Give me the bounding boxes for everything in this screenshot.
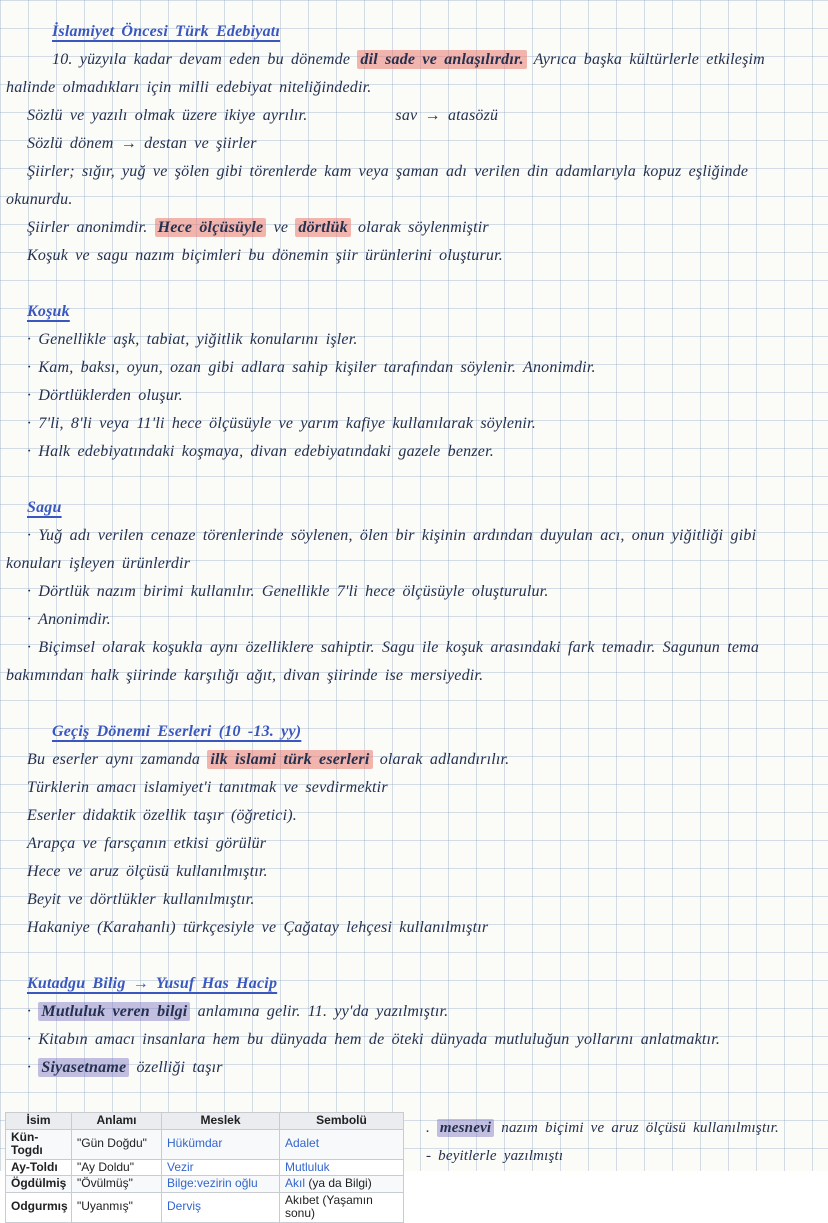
highlight-purple: Mutluluk veren bilgi [38, 1002, 190, 1021]
note-line [0, 886, 828, 914]
bottom-area [0, 1110, 828, 1223]
text-segment: · 7'li, 8'li veya 11'li hece ölçüsüyle ve yarım kafiye kullanılarak söylenir. [27, 415, 536, 432]
text-segment: "Uyanmış" [77, 1199, 133, 1214]
text-segment: Şiirler anonimdir. [27, 219, 155, 236]
table-cell [280, 1129, 404, 1159]
text-segment: Akıbet (Yaşamın sonu) [285, 1192, 373, 1220]
table-cell [162, 1129, 280, 1159]
table-row [6, 1192, 404, 1222]
text-segment: "Övülmüş" [77, 1176, 133, 1190]
table-cell [280, 1192, 404, 1222]
table-body [6, 1129, 404, 1222]
link-text: Mutluluk [285, 1159, 330, 1174]
text-segment: · [27, 1059, 39, 1076]
note-line [420, 1114, 779, 1142]
text-segment: · Genellikle aşk, tabiat, yiğitlik konularını işler. [27, 331, 358, 348]
link-text: Bilge:vezirin oğlu [167, 1176, 258, 1190]
text-segment: Türklerin amacı islamiyet'i tanıtmak ve sevdirmektir [27, 779, 388, 796]
text-segment: ve [266, 219, 296, 236]
table-cell [72, 1176, 162, 1193]
note-line [0, 354, 828, 382]
heading-text: Geçiş Dönemi Eserleri (10 -13. yy) [52, 723, 302, 740]
text-segment: Arapça ve farsçanın etkisi görülür [27, 835, 267, 852]
note-line [0, 914, 828, 942]
table-cell [6, 1176, 72, 1193]
heading-text: Koşuk [27, 303, 70, 320]
link-text: Derviş [167, 1199, 202, 1214]
table-cell [162, 1159, 280, 1176]
text-segment: Ayrıca başka kültürlerle etkileşim [526, 51, 765, 68]
text-segment: nazım biçimi ve aruz ölçüsü kullanılmıştır. [494, 1120, 780, 1136]
heading-kosuk [0, 298, 828, 326]
table-cell [72, 1129, 162, 1159]
table-cell [162, 1192, 280, 1222]
text-segment: Odgurmış [11, 1199, 68, 1214]
text-segment: halinde olmadıkları için milli edebiyat niteliğindedir. [6, 79, 372, 96]
note-line [0, 774, 828, 802]
note-line [0, 74, 828, 102]
table-head [6, 1113, 404, 1130]
text-segment: Sözlü dönem → destan ve şiirler [27, 135, 257, 152]
text-segment: "Ay Doldu" [77, 1159, 134, 1174]
heading-text: Kutadgu Bilig → Yusuf Has Hacip [27, 975, 278, 992]
table-row [6, 1176, 404, 1193]
text-segment: · Biçimsel olarak koşukla aynı özelliklere sahiptir. Sagu ile koşuk arasındaki fark temadır. Sagunun tema [27, 639, 760, 656]
highlight-purple: Siyasetname [38, 1058, 129, 1077]
text-segment: Sözlü ve yazılı olmak üzere ikiye ayrılır. [27, 107, 308, 124]
note-line [0, 242, 828, 270]
kutadgu-bilig-table [5, 1112, 404, 1223]
text-segment: Hakaniye (Karahanlı) türkçesiyle ve Çağatay lehçesi kullanılmıştır [27, 919, 489, 936]
text-segment: · Halk edebiyatındaki koşmaya, divan edebiyatındaki gazele benzer. [27, 443, 494, 460]
note-line [0, 1026, 828, 1054]
note-line [420, 1142, 779, 1170]
table-cell [72, 1159, 162, 1176]
note-line [0, 186, 828, 214]
link-text: Adalet [285, 1136, 320, 1151]
text-segment: · Dörtlüklerden oluşur. [27, 387, 183, 404]
section-kutadgu-bilig [0, 970, 828, 1082]
text-segment: . [426, 1120, 437, 1136]
text-segment: Kün-Togdı [11, 1129, 43, 1157]
heading-sagu [0, 494, 828, 522]
table-header-cell: Sembolü [280, 1113, 404, 1130]
highlight-red: ilk islami türk eserleri [207, 750, 372, 769]
text-segment: konuları işleyen ürünlerdir [6, 555, 191, 572]
table-cell [280, 1159, 404, 1176]
note-line [0, 634, 828, 662]
note-line [0, 1054, 828, 1082]
text-segment: Bu eserler aynı zamanda [27, 751, 208, 768]
table-row [6, 1129, 404, 1159]
text-segment: · Kam, baksı, oyun, ozan gibi adlara sahip kişiler tarafından söylenir. Anonimdir. [27, 359, 596, 376]
link-text: Hükümdar [167, 1136, 223, 1151]
table-header-cell: Meslek [162, 1113, 280, 1130]
note-line [0, 550, 828, 578]
note-line [0, 46, 828, 74]
note-line [0, 662, 828, 690]
note-line [0, 998, 828, 1026]
note-line [0, 102, 828, 130]
heading-islamiyet-oncesi [0, 18, 828, 46]
text-segment: Şiirler; sığır, yuğ ve şölen gibi törenlerde kam veya şaman adı verilen din adamlarıyla kopuz eşliğinde [27, 163, 749, 180]
section-gecis-donemi [0, 718, 828, 942]
text-segment: · Yuğ adı verilen cenaze törenlerinde söylenen, ölen bir kişinin ardından duyulan acı, onun yiğitliği gibi [27, 527, 757, 544]
text-segment: Eserler didaktik özellik taşır (öğretici). [27, 807, 297, 824]
text-segment: bakımından halk şiirinde karşılığı ağıt, divan şiirinde ise mersiyedir. [6, 667, 484, 684]
note-line [0, 438, 828, 466]
text-segment: 10. yüzyıla kadar devam eden bu dönemde [52, 51, 358, 68]
note-line [0, 382, 828, 410]
text-segment: · Anonimdir. [27, 611, 111, 628]
table-cell [72, 1192, 162, 1222]
note-line [0, 214, 828, 242]
table-header-row [6, 1113, 404, 1130]
text-segment: olarak adlandırılır. [372, 751, 510, 768]
heading-kutadgu-bilig [0, 970, 828, 998]
text-segment: · Dörtlük nazım birimi kullanılır. Genellikle 7'li hece ölçüsüyle oluşturulur. [27, 583, 549, 600]
note-line [0, 158, 828, 186]
text-segment: anlamına gelir. 11. yy'da yazılmıştır. [190, 1003, 449, 1020]
text-segment: Koşuk ve sagu nazım biçimleri bu dönemin şiir ürünlerini oluşturur. [27, 247, 503, 264]
text-segment: · [27, 1003, 39, 1020]
section-islamiyet-oncesi [0, 18, 828, 270]
text-segment: Hece ve aruz ölçüsü kullanılmıştır. [27, 863, 268, 880]
heading-text: İslamiyet Öncesi Türk Edebiyatı [52, 23, 281, 40]
side-notes [420, 1112, 779, 1170]
highlight-red: Hece ölçüsüyle [155, 218, 267, 237]
note-line [0, 578, 828, 606]
note-line [0, 410, 828, 438]
note-line [0, 326, 828, 354]
link-text: Akıl [285, 1176, 306, 1190]
text-segment: · Kitabın amacı insanlara hem bu dünyada hem de öteki dünyada mutluluğun yollarını anlatmaktır. [27, 1031, 721, 1048]
highlight-red: dil sade ve anlaşılırdır. [357, 50, 526, 69]
text-segment: "Gün Doğdu" [77, 1136, 147, 1151]
table-cell [162, 1176, 280, 1193]
table-cell [6, 1192, 72, 1222]
note-line [0, 522, 828, 550]
table-cell [6, 1129, 72, 1159]
section-sagu [0, 494, 828, 690]
note-line [0, 858, 828, 886]
note-line [0, 606, 828, 634]
table-cell [280, 1176, 404, 1193]
note-line [0, 830, 828, 858]
note-line [0, 802, 828, 830]
text-segment: Ögdülmiş [11, 1176, 67, 1190]
table-cell [6, 1159, 72, 1176]
text-segment: olarak söylenmiştir [350, 219, 489, 236]
highlight-red: dörtlük [295, 218, 350, 237]
text-segment: Beyit ve dörtlükler kullanılmıştır. [27, 891, 255, 908]
text-segment: Ay-Toldı [11, 1159, 58, 1174]
text-segment: okunurdu. [6, 191, 73, 208]
table-row [6, 1159, 404, 1176]
text-segment: (ya da Bilgi) [305, 1176, 372, 1190]
section-kosuk [0, 298, 828, 466]
link-text: Vezir [167, 1159, 194, 1174]
text-segment: sav → atasözü [395, 107, 499, 124]
heading-text: Sagu [27, 499, 62, 516]
note-line [0, 130, 828, 158]
text-segment: - beyitlerle yazılmıştı [426, 1148, 564, 1164]
table-header-cell: İsim [6, 1113, 72, 1130]
note-line [0, 746, 828, 774]
table-header-cell: Anlamı [72, 1113, 162, 1130]
text-segment: özelliği taşır [129, 1059, 223, 1076]
heading-gecis-donemi [0, 718, 828, 746]
highlight-purple: mesnevi [437, 1119, 494, 1137]
